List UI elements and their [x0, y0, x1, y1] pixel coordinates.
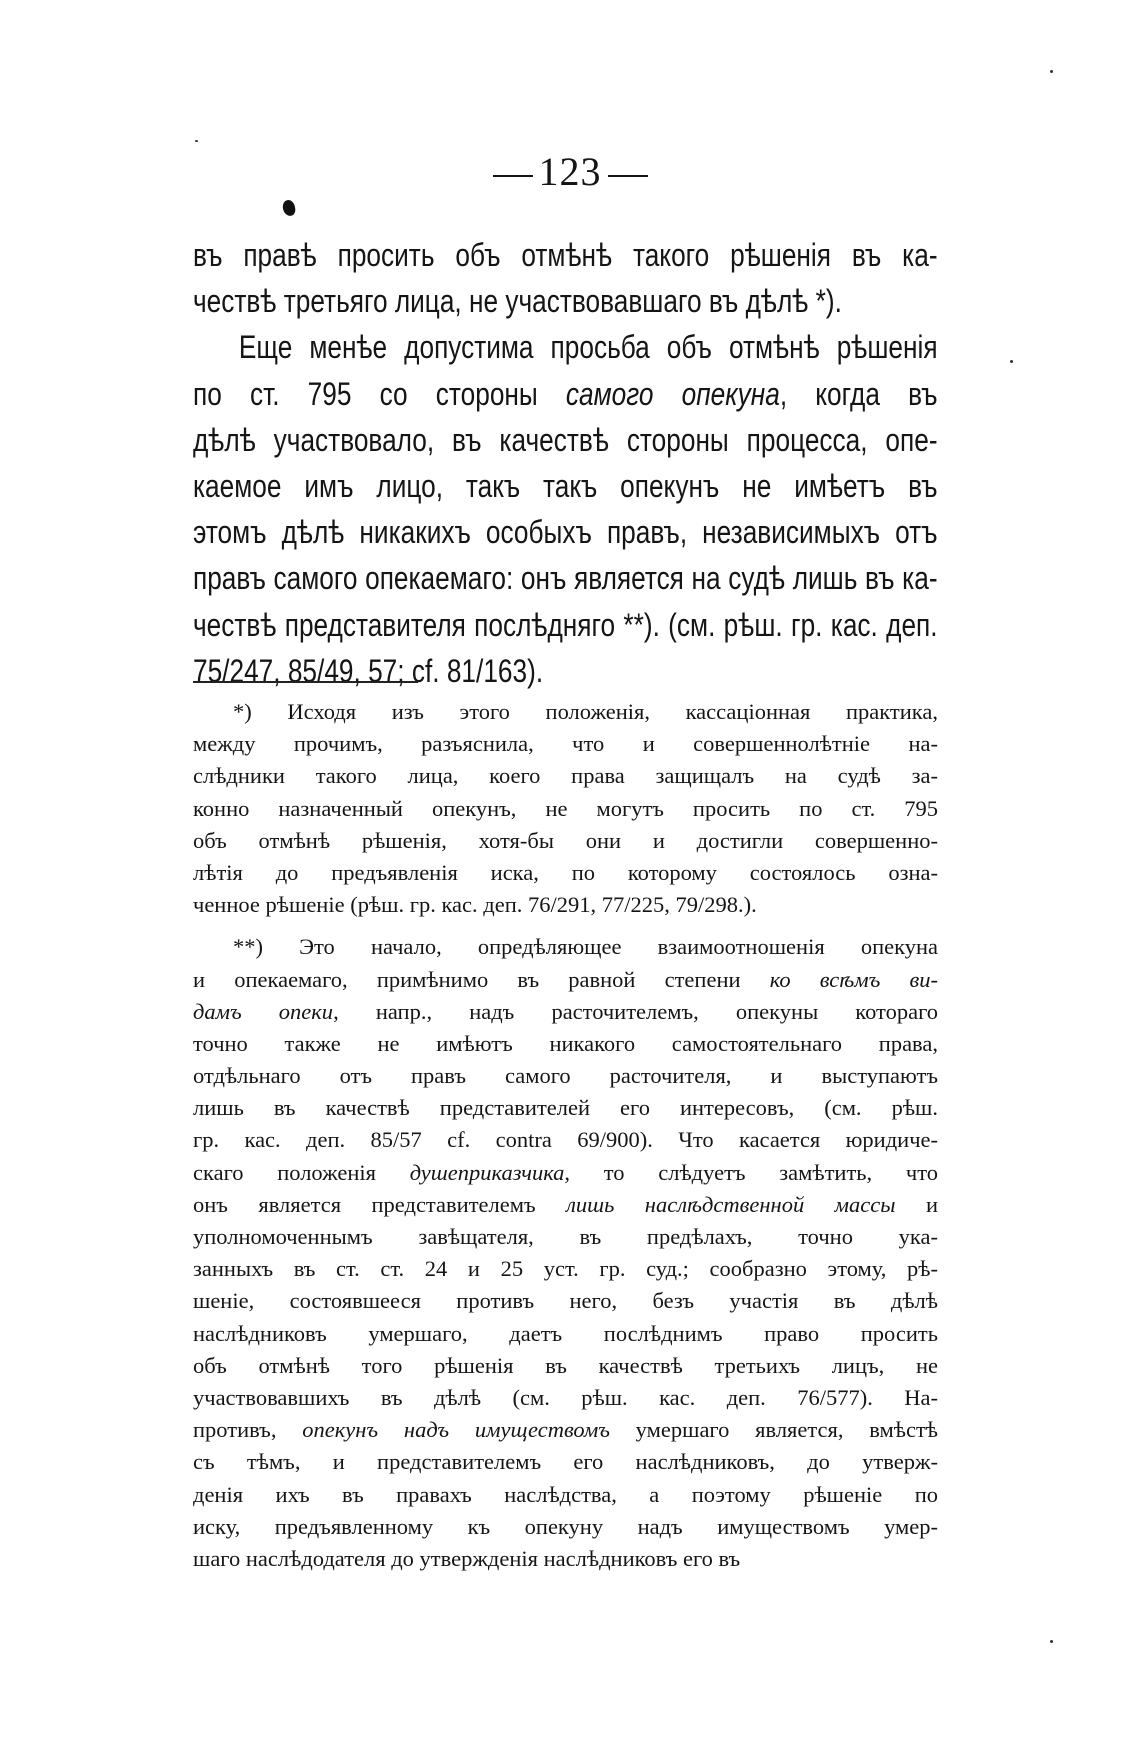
ink-speck [195, 140, 198, 142]
footnote-line [193, 1382, 938, 1414]
text-line [193, 278, 938, 324]
text-run: участвовавшихъ въ дѣлѣ (см. рѣш. кас. деп. 76/577). На- [193, 1384, 938, 1410]
text-run: между прочимъ, разъяснила, что и совершеннолѣтніе на- [193, 731, 938, 757]
text-run: въ правѣ просить объ отмѣнѣ такого рѣшенія въ ка- [193, 237, 938, 273]
text-run: шеніе, состоявшееся противъ него, безъ участія въ дѣлѣ [193, 1288, 938, 1314]
footnote-line [193, 889, 938, 921]
text-line [193, 232, 938, 278]
text-run: и опекаемаго, примѣнимо въ равной степени [193, 966, 770, 992]
italic-emphasis: душеприказчика [409, 1159, 565, 1185]
footnote-line [193, 1028, 938, 1060]
footnote-line [193, 1124, 938, 1156]
ink-speck [1010, 360, 1013, 363]
footnote-line [193, 1060, 938, 1092]
ink-blot-mark [281, 199, 296, 217]
italic-emphasis: лишь наслѣдственной массы [566, 1191, 896, 1217]
left-dash [493, 175, 533, 177]
footnote-line [193, 931, 938, 963]
text-run: чествѣ представителя послѣдняго **). (см. рѣш. гр. кас. деп. [193, 606, 938, 643]
text-run: умершаго является, вмѣстѣ [609, 1417, 939, 1443]
text-run: по ст. 795 со стороны [193, 375, 566, 412]
footnote-line [193, 1092, 938, 1124]
text-line [193, 555, 938, 601]
footnote-line [193, 1157, 938, 1189]
italic-emphasis: дамъ опеки [193, 998, 334, 1024]
footnote-gap [193, 921, 938, 931]
text-run: чествѣ третьяго лица, не участвовавшаго въ дѣлѣ *). [193, 283, 842, 320]
text-run: наслѣдниковъ умершаго, даетъ послѣднимъ право просить [193, 1320, 938, 1346]
text-line [193, 417, 938, 463]
text-run: лѣтія до предъявленія иска, по которому состоялось озна- [193, 859, 938, 885]
text-run: иску, предъявленному къ опекуну надъ имуществомъ умер- [193, 1513, 938, 1539]
footnote-line [193, 793, 938, 825]
italic-emphasis: самого опекуна [565, 375, 780, 412]
text-run: правъ самого опекаемаго: онъ является на судѣ лишь въ ка- [193, 560, 938, 597]
footnote-line [193, 1221, 938, 1253]
footnote-line [193, 1285, 938, 1317]
page-number [0, 148, 1140, 195]
footnote-line [193, 1511, 938, 1543]
footnote-line [193, 696, 938, 728]
text-run: Еще менѣе допустима просьба объ отмѣнѣ рѣшенія [238, 329, 938, 366]
text-run: уполномоченнымъ завѣщателя, въ предѣлахъ, точно ука- [193, 1224, 938, 1249]
footnote-line [193, 1189, 938, 1221]
footnote-line [193, 1446, 938, 1478]
right-dash [608, 175, 648, 177]
text-run: слѣдники такого лица, коего права защищалъ на судѣ за- [193, 763, 938, 789]
text-run: скаго положенія [193, 1159, 410, 1185]
footnote-separator-rule [193, 681, 418, 683]
text-run: этомъ дѣлѣ никакихъ особыхъ правъ, независимыхъ отъ [193, 514, 938, 551]
footnote-line [193, 1318, 938, 1350]
footnote-line [193, 996, 938, 1028]
text-run: ченное рѣшеніе (рѣш. гр. кас. деп. 76/291, 77/225, 79/298.). [193, 892, 757, 918]
ink-speck [1050, 1640, 1053, 1643]
text-run: , когда въ [779, 375, 938, 412]
ink-speck [1050, 70, 1053, 73]
text-line [193, 602, 938, 648]
text-run: объ отмѣнѣ рѣшенія, хотя-бы они и достигли совершенно- [193, 827, 938, 853]
text-line [193, 648, 938, 694]
italic-emphasis: опекунъ надъ имуществомъ [302, 1417, 610, 1443]
text-run: противъ, [193, 1417, 303, 1443]
text-line [193, 371, 938, 417]
text-run: отдѣльнаго отъ правъ самого расточителя, и выступаютъ [193, 1063, 938, 1089]
footnote-line [193, 1414, 938, 1446]
text-run: , то слѣдуетъ замѣтить, что [564, 1159, 938, 1185]
text-run: *) Исходя изъ этого положенія, кассаціонная практика, [233, 699, 938, 724]
text-run: шаго наслѣдодателя до утвержденія наслѣдниковъ его въ [193, 1545, 741, 1571]
text-run: дѣлѣ участвовало, въ качествѣ стороны процесса, опе- [193, 421, 938, 458]
text-run: занныхъ въ ст. ст. 24 и 25 уст. гр. суд.; сообразно этому, рѣ- [193, 1256, 938, 1282]
main-paragraph-text [193, 232, 938, 694]
text-run: **) Это начало, опредѣляющее взаимоотношенія опекуна [233, 934, 938, 960]
text-run: точно также не имѣютъ никакого самостоятельнаго права, [193, 1030, 938, 1056]
text-run: и [895, 1191, 938, 1217]
page-number-value: 123 [538, 149, 602, 194]
footnote-line [193, 1479, 938, 1511]
footnote-line [193, 760, 938, 792]
footnote-line [193, 1543, 938, 1575]
text-line [193, 324, 938, 370]
text-run: каемое имъ лицо, такъ такъ опекунъ не имѣетъ въ [193, 467, 938, 504]
text-run: онъ является представителемъ [193, 1191, 567, 1217]
text-run: лишь въ качествѣ представителей его интересовъ, (см. рѣш. [193, 1095, 938, 1121]
text-line [193, 463, 938, 509]
footnote-line [193, 1350, 938, 1382]
footnote-line [193, 1253, 938, 1285]
text-run: гр. кас. деп. 85/57 cf. contra 69/900). Что касается юридиче- [193, 1127, 938, 1153]
text-line [193, 509, 938, 555]
text-run: объ отмѣнѣ того рѣшенія въ качествѣ третьихъ лицъ, не [193, 1352, 938, 1378]
footnotes-block [193, 696, 938, 1575]
italic-emphasis: ко всѣмъ ви- [769, 966, 938, 992]
text-run: конно назначенный опекунъ, не могутъ просить по ст. 795 [193, 795, 938, 821]
footnote-line [193, 728, 938, 760]
text-run: съ тѣмъ, и представителемъ его наслѣдниковъ, до утверж- [193, 1449, 938, 1475]
footnote-line [193, 857, 938, 889]
text-run: денія ихъ въ правахъ наслѣдства, а поэтому рѣшеніе по [193, 1481, 938, 1507]
text-run: , напр., надъ расточителемъ, опекуны котораго [333, 998, 938, 1024]
footnote-line [193, 964, 938, 996]
footnote-line [193, 825, 938, 857]
text-run: 75/247, 85/49, 57; cf. 81/163). [193, 652, 544, 689]
